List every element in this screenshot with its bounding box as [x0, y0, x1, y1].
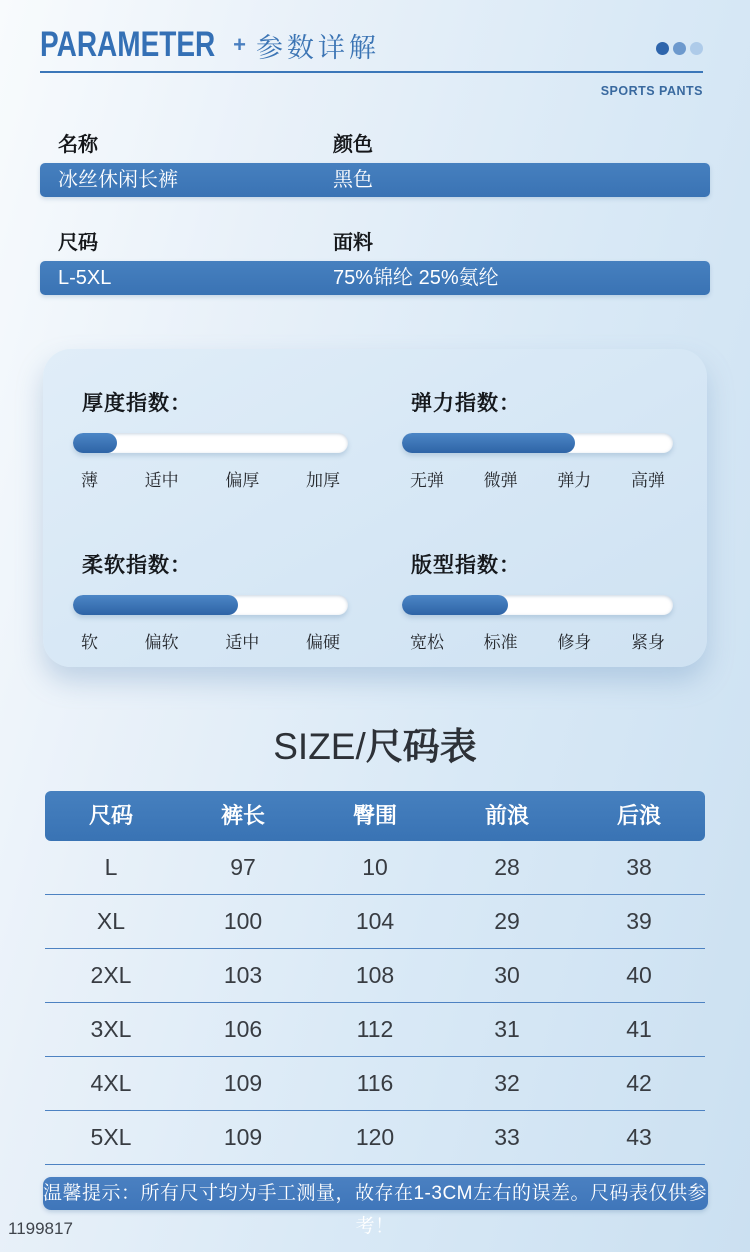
- size-title-english: SIZE/: [273, 726, 366, 767]
- cell-size: XL: [96, 908, 126, 934]
- softness-slider: [73, 595, 348, 615]
- notice-banner: 温馨提示：所有尺寸均为手工测量，故存在1-3CM左右的误差。尺码表仅供参考！: [43, 1177, 708, 1210]
- decorative-dots: [656, 42, 703, 55]
- scale-label: 适中: [225, 633, 260, 652]
- table-row: [45, 1111, 705, 1165]
- cell-front-rise: 29: [494, 908, 520, 934]
- param-value-bar: [40, 163, 710, 197]
- param-label-color: 颜色: [333, 134, 373, 156]
- title-chinese: 参数详解: [255, 32, 380, 63]
- scale-label: 适中: [144, 471, 179, 490]
- scale-label: 偏软: [144, 633, 179, 652]
- cell-hip: 112: [356, 1016, 394, 1042]
- parameter-section: [40, 128, 710, 295]
- param-value-color: 黑色: [333, 169, 373, 191]
- scale-label: 高弹: [630, 471, 665, 490]
- fit-slider: [402, 595, 673, 615]
- param-label-size: 尺码: [58, 232, 98, 254]
- param-value-bar: [40, 261, 710, 295]
- scale-label: 微弹: [483, 471, 518, 490]
- size-table-header: [45, 791, 705, 841]
- cell-back-rise: 43: [626, 1124, 652, 1150]
- cell-back-rise: 39: [626, 908, 652, 934]
- fit-index-title: 版型指数：: [411, 554, 521, 577]
- cell-size: 4XL: [90, 1070, 132, 1096]
- size-table: [45, 791, 705, 1165]
- cell-size: L: [104, 854, 118, 880]
- softness-slider-fill: [73, 595, 238, 615]
- column-header-size: 尺码: [88, 803, 133, 828]
- thickness-index-title: 厚度指数：: [82, 392, 192, 415]
- scale-label: 宽松: [410, 633, 444, 652]
- index-card: [43, 349, 707, 667]
- param-label-name: 名称: [58, 134, 98, 156]
- parameter-group-name-color: [40, 128, 710, 197]
- scale-label: 紧身: [630, 633, 665, 652]
- watermark-id: 1199817: [8, 1219, 73, 1238]
- cell-hip: 120: [355, 1124, 395, 1150]
- column-header-back-rise: 后浪: [616, 803, 661, 828]
- size-title-chinese: 尺码表: [365, 726, 477, 767]
- cell-length: 103: [223, 962, 263, 988]
- cell-hip: 116: [356, 1070, 394, 1096]
- cell-length: 100: [223, 908, 263, 934]
- table-row: [45, 949, 705, 1003]
- param-label-fabric: 面料: [333, 232, 373, 254]
- table-row: [45, 1057, 705, 1111]
- dot-icon: [690, 42, 703, 55]
- column-header-pant-length: 裤长: [220, 803, 265, 828]
- dot-icon: [673, 42, 686, 55]
- softness-index: [73, 549, 348, 667]
- title-english: PARAMETER: [40, 25, 216, 64]
- cell-back-rise: 38: [626, 854, 652, 880]
- param-value-name: 冰丝休闲长裤: [58, 169, 178, 191]
- table-row: [45, 1003, 705, 1057]
- table-row: [45, 895, 705, 949]
- param-value-size: L-5XL: [58, 267, 112, 289]
- cell-size: 3XL: [90, 1016, 132, 1042]
- header-divider: [40, 71, 703, 73]
- cell-length: 109: [223, 1124, 263, 1150]
- cell-front-rise: 33: [494, 1124, 520, 1150]
- header: [0, 0, 750, 98]
- scale-label: 加厚: [305, 471, 340, 490]
- scale-label: 修身: [557, 633, 592, 652]
- column-header-front-rise: 前浪: [484, 803, 529, 828]
- thickness-slider-fill: [73, 433, 117, 453]
- cell-back-rise: 41: [626, 1016, 652, 1042]
- elasticity-slider-fill: [402, 433, 575, 453]
- scale-label: 软: [81, 633, 98, 652]
- size-chart-title: [0, 727, 750, 767]
- page-title: [40, 25, 380, 65]
- scale-label: 无弹: [410, 471, 444, 490]
- cell-front-rise: 30: [494, 962, 520, 988]
- thickness-index: [73, 387, 348, 505]
- cell-front-rise: 28: [494, 854, 520, 880]
- cell-hip: 108: [355, 962, 395, 988]
- fit-index: [402, 549, 673, 667]
- cell-length: 97: [230, 854, 256, 880]
- cell-hip: 104: [355, 908, 395, 934]
- title-plus-sign: +: [233, 32, 246, 57]
- cell-front-rise: 31: [494, 1016, 520, 1042]
- cell-back-rise: 42: [626, 1070, 652, 1096]
- param-value-fabric: 75%锦纶 25%氨纶: [333, 267, 499, 289]
- scale-label: 偏硬: [305, 633, 340, 652]
- cell-back-rise: 40: [626, 962, 652, 988]
- elasticity-index: [402, 387, 673, 505]
- cell-size: 5XL: [90, 1124, 132, 1150]
- thickness-slider: [73, 433, 348, 453]
- softness-index-title: 柔软指数：: [82, 554, 192, 577]
- cell-hip: 10: [362, 854, 388, 880]
- fit-slider-fill: [402, 595, 508, 615]
- elasticity-index-title: 弹力指数：: [411, 392, 521, 415]
- dot-icon: [656, 42, 669, 55]
- header-subtitle: SPORTS PANTS: [600, 84, 703, 98]
- cell-front-rise: 32: [494, 1070, 520, 1096]
- cell-length: 106: [223, 1016, 263, 1042]
- scale-label: 标准: [483, 633, 518, 652]
- column-header-hip: 臀围: [352, 803, 397, 828]
- scale-label: 弹力: [557, 471, 592, 490]
- scale-label: 偏厚: [225, 471, 260, 490]
- parameter-group-size-fabric: [40, 226, 710, 295]
- cell-size: 2XL: [90, 962, 132, 988]
- scale-label: 薄: [81, 471, 98, 490]
- table-row: [45, 841, 705, 895]
- cell-length: 109: [223, 1070, 263, 1096]
- elasticity-slider: [402, 433, 673, 453]
